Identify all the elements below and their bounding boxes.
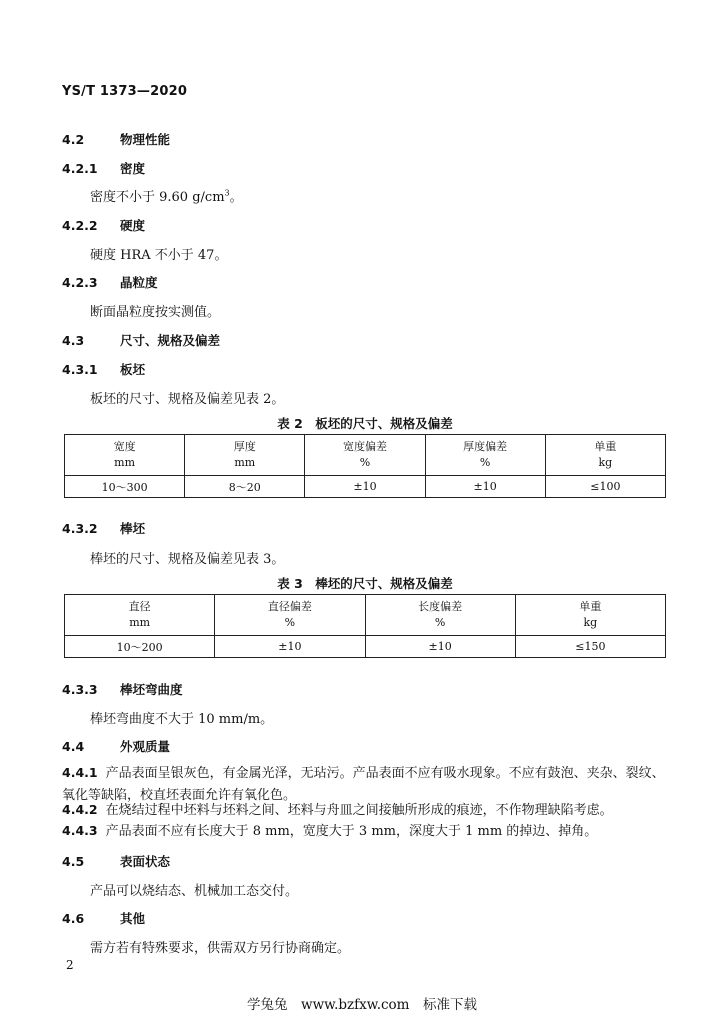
hardness-paragraph: 硬度 HRA 不小于 47。 bbox=[90, 248, 228, 263]
table-header-cell bbox=[515, 595, 665, 636]
clause-4-4-2 bbox=[62, 799, 666, 822]
section-number: 4.3.1 bbox=[62, 362, 98, 377]
table-3-caption: 表 3 棒坯的尺寸、规格及偏差 bbox=[277, 576, 453, 591]
table-row bbox=[65, 636, 666, 658]
clause-number: 4.4.3 bbox=[62, 823, 98, 838]
section-title: 硬度 bbox=[120, 218, 146, 233]
section-number: 4.3.2 bbox=[62, 521, 98, 536]
header-unit: % bbox=[434, 616, 446, 629]
section-number: 4.2.1 bbox=[62, 161, 98, 176]
clause-number: 4.4.2 bbox=[62, 802, 98, 817]
header-name: 宽度 bbox=[113, 440, 136, 453]
section-4-2-2-heading bbox=[62, 216, 145, 234]
section-title: 密度 bbox=[120, 161, 146, 176]
section-number: 4.2.3 bbox=[62, 275, 98, 290]
header-unit: % bbox=[284, 616, 296, 629]
density-tail: 。 bbox=[229, 190, 243, 205]
section-title: 外观质量 bbox=[120, 739, 171, 754]
header-name: 宽度偏差 bbox=[342, 440, 387, 453]
table-header-cell bbox=[365, 595, 515, 636]
header-unit: mm bbox=[234, 456, 256, 469]
table-header-cell bbox=[185, 435, 305, 476]
table-cell: 10～300 bbox=[65, 476, 185, 498]
clause-text: 产品表面呈银灰色，有金属光泽，无玷污。产品表面不应有吸水现象。不应有鼓泡、夹杂、裂纹、氧化等缺陷，校直坯表面允许有氧化色。 bbox=[62, 766, 665, 803]
header-unit: kg bbox=[583, 616, 598, 629]
slab-paragraph: 板坯的尺寸、规格及偏差见表 2。 bbox=[90, 392, 285, 407]
section-title: 板坯 bbox=[120, 362, 146, 377]
table-row bbox=[65, 476, 666, 498]
header-unit: kg bbox=[598, 456, 613, 469]
section-number: 4.3 bbox=[62, 333, 85, 348]
table-header-row bbox=[65, 435, 666, 476]
table-cell: ≤100 bbox=[545, 476, 665, 498]
section-4-2-1-heading bbox=[62, 159, 145, 177]
other-paragraph: 需方若有特殊要求，供需双方另行协商确定。 bbox=[90, 941, 351, 956]
section-title: 棒坯弯曲度 bbox=[120, 682, 183, 697]
section-number: 4.4 bbox=[62, 739, 85, 754]
header-name: 厚度偏差 bbox=[463, 440, 508, 453]
header-name: 厚度 bbox=[233, 440, 256, 453]
section-number: 4.6 bbox=[62, 911, 85, 926]
header-unit: % bbox=[359, 456, 371, 469]
section-4-3-1-heading bbox=[62, 360, 145, 378]
clause-text: 在烧结过程中坯料与坯料之间、坯料与舟皿之间接触所形成的痕迹，不作物理缺陷考虑。 bbox=[105, 803, 613, 818]
header-unit: mm bbox=[129, 616, 151, 629]
table-header-cell bbox=[65, 595, 215, 636]
standard-id: YS/T 1373—2020 bbox=[62, 84, 188, 99]
section-number: 4.5 bbox=[62, 854, 85, 869]
table-header-cell bbox=[425, 435, 545, 476]
section-4-3-heading bbox=[62, 331, 220, 349]
bar-bending-paragraph: 棒坯弯曲度不大于 10 mm/m。 bbox=[90, 712, 274, 727]
header-name: 直径 bbox=[128, 600, 151, 613]
clause-number: 4.4.1 bbox=[62, 765, 98, 780]
table-2 bbox=[64, 434, 666, 498]
header-unit: mm bbox=[114, 456, 136, 469]
header-name: 单重 bbox=[594, 440, 617, 453]
header-name: 直径偏差 bbox=[267, 600, 312, 613]
section-4-2-heading bbox=[62, 130, 170, 148]
section-number: 4.3.3 bbox=[62, 682, 98, 697]
table-3 bbox=[64, 594, 666, 658]
table-cell: 8～20 bbox=[185, 476, 305, 498]
header-unit: % bbox=[479, 456, 491, 469]
table-header-cell bbox=[305, 435, 425, 476]
table-cell: ≤150 bbox=[515, 636, 665, 658]
footer-watermark: 学兔兔 www.bzfxw.com 标准下载 bbox=[247, 997, 477, 1013]
section-number: 4.2 bbox=[62, 132, 85, 147]
section-4-5-heading bbox=[62, 852, 170, 870]
section-4-3-3-heading bbox=[62, 680, 183, 698]
surface-state-paragraph: 产品可以烧结态、机械加工态交付。 bbox=[90, 884, 299, 899]
section-4-6-heading bbox=[62, 909, 145, 927]
header-name: 长度偏差 bbox=[418, 600, 463, 613]
table-cell: ±10 bbox=[215, 636, 365, 658]
section-title: 其他 bbox=[120, 911, 146, 926]
section-title: 尺寸、规格及偏差 bbox=[120, 333, 221, 348]
bar-paragraph: 棒坯的尺寸、规格及偏差见表 3。 bbox=[90, 552, 285, 567]
grain-size-paragraph: 断面晶粒度按实测值。 bbox=[90, 305, 221, 320]
header-name: 单重 bbox=[579, 600, 602, 613]
section-4-2-3-heading bbox=[62, 273, 158, 291]
page-number: 2 bbox=[66, 958, 74, 972]
table-cell: 10～200 bbox=[65, 636, 215, 658]
section-title: 晶粒度 bbox=[120, 275, 158, 290]
clause-4-4-3 bbox=[62, 820, 666, 843]
table-header-cell bbox=[215, 595, 365, 636]
table-header-cell bbox=[65, 435, 185, 476]
table-header-row bbox=[65, 595, 666, 636]
table-cell: ±10 bbox=[425, 476, 545, 498]
table-cell: ±10 bbox=[305, 476, 425, 498]
section-4-4-heading bbox=[62, 737, 170, 755]
table-header-cell bbox=[545, 435, 665, 476]
density-paragraph bbox=[90, 186, 243, 205]
table-cell: ±10 bbox=[365, 636, 515, 658]
section-number: 4.2.2 bbox=[62, 218, 98, 233]
section-title: 表面状态 bbox=[120, 854, 171, 869]
section-title: 棒坯 bbox=[120, 521, 146, 536]
section-title: 物理性能 bbox=[120, 132, 171, 147]
density-unit-superscript: 3 bbox=[224, 188, 230, 198]
density-text: 密度不小于 9.60 g/cm bbox=[90, 190, 225, 205]
clause-text: 产品表面不应有长度大于 8 mm，宽度大于 3 mm，深度大于 1 mm 的掉边、掉角。 bbox=[105, 824, 598, 839]
table-2-caption: 表 2 板坯的尺寸、规格及偏差 bbox=[277, 416, 453, 431]
section-4-3-2-heading bbox=[62, 519, 145, 537]
